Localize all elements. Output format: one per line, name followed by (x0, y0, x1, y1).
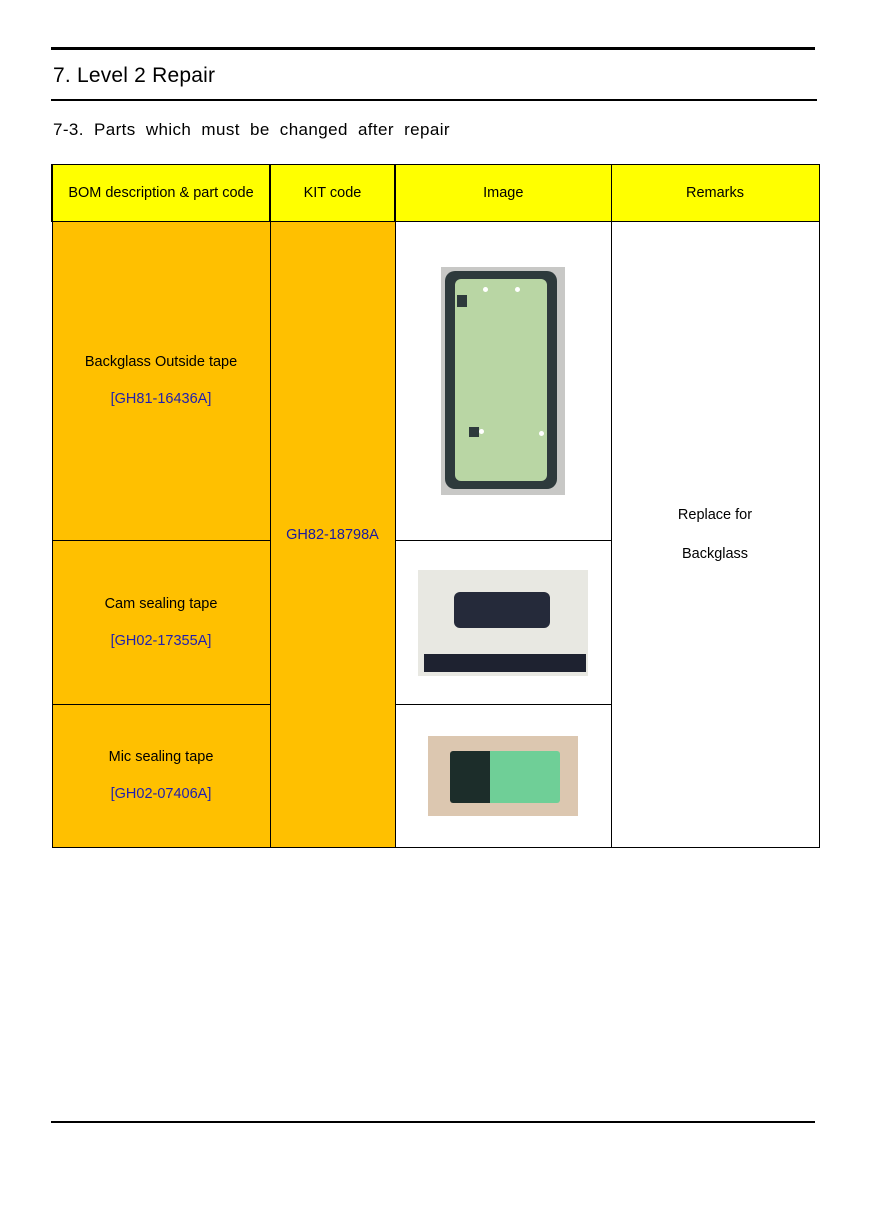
table-row (52, 222, 819, 541)
parts-table (51, 164, 820, 848)
bottom-rule (51, 1121, 815, 1123)
header-remarks: Remarks (611, 165, 819, 222)
image-cell (395, 222, 611, 541)
part-name: Mic sealing tape (108, 749, 214, 765)
part-code: [GH81-16436A] (110, 391, 212, 407)
top-rule (51, 47, 815, 50)
image-cell (395, 541, 611, 705)
part-code: [GH02-17355A] (110, 632, 212, 649)
mic-sealing-tape-image (428, 736, 578, 816)
header-image: Image (395, 165, 611, 222)
part-code: [GH02-07406A] (110, 786, 212, 802)
cam-sealing-tape-image (418, 570, 588, 676)
table-header-row (52, 165, 819, 222)
bom-cell (52, 541, 270, 705)
chapter-rule (51, 99, 817, 101)
part-name: Cam sealing tape (104, 595, 218, 612)
part-name: Backglass Outside tape (84, 354, 238, 370)
backglass-tape-image (441, 267, 565, 495)
header-bom: BOM description & part code (52, 165, 270, 222)
image-cell (395, 705, 611, 848)
kit-code-cell: GH82-18798A (270, 222, 395, 848)
chapter-title: 7. Level 2 Repair (53, 64, 216, 87)
bom-cell (52, 705, 270, 848)
header-kit-code: KIT code (270, 165, 395, 222)
bom-cell (52, 222, 270, 541)
remarks-cell (611, 222, 819, 848)
remarks-line-1: Replace for (677, 506, 753, 523)
section-title: 7-3. Parts which must be changed after repair (53, 120, 450, 139)
remarks-line-2: Backglass (681, 545, 749, 562)
